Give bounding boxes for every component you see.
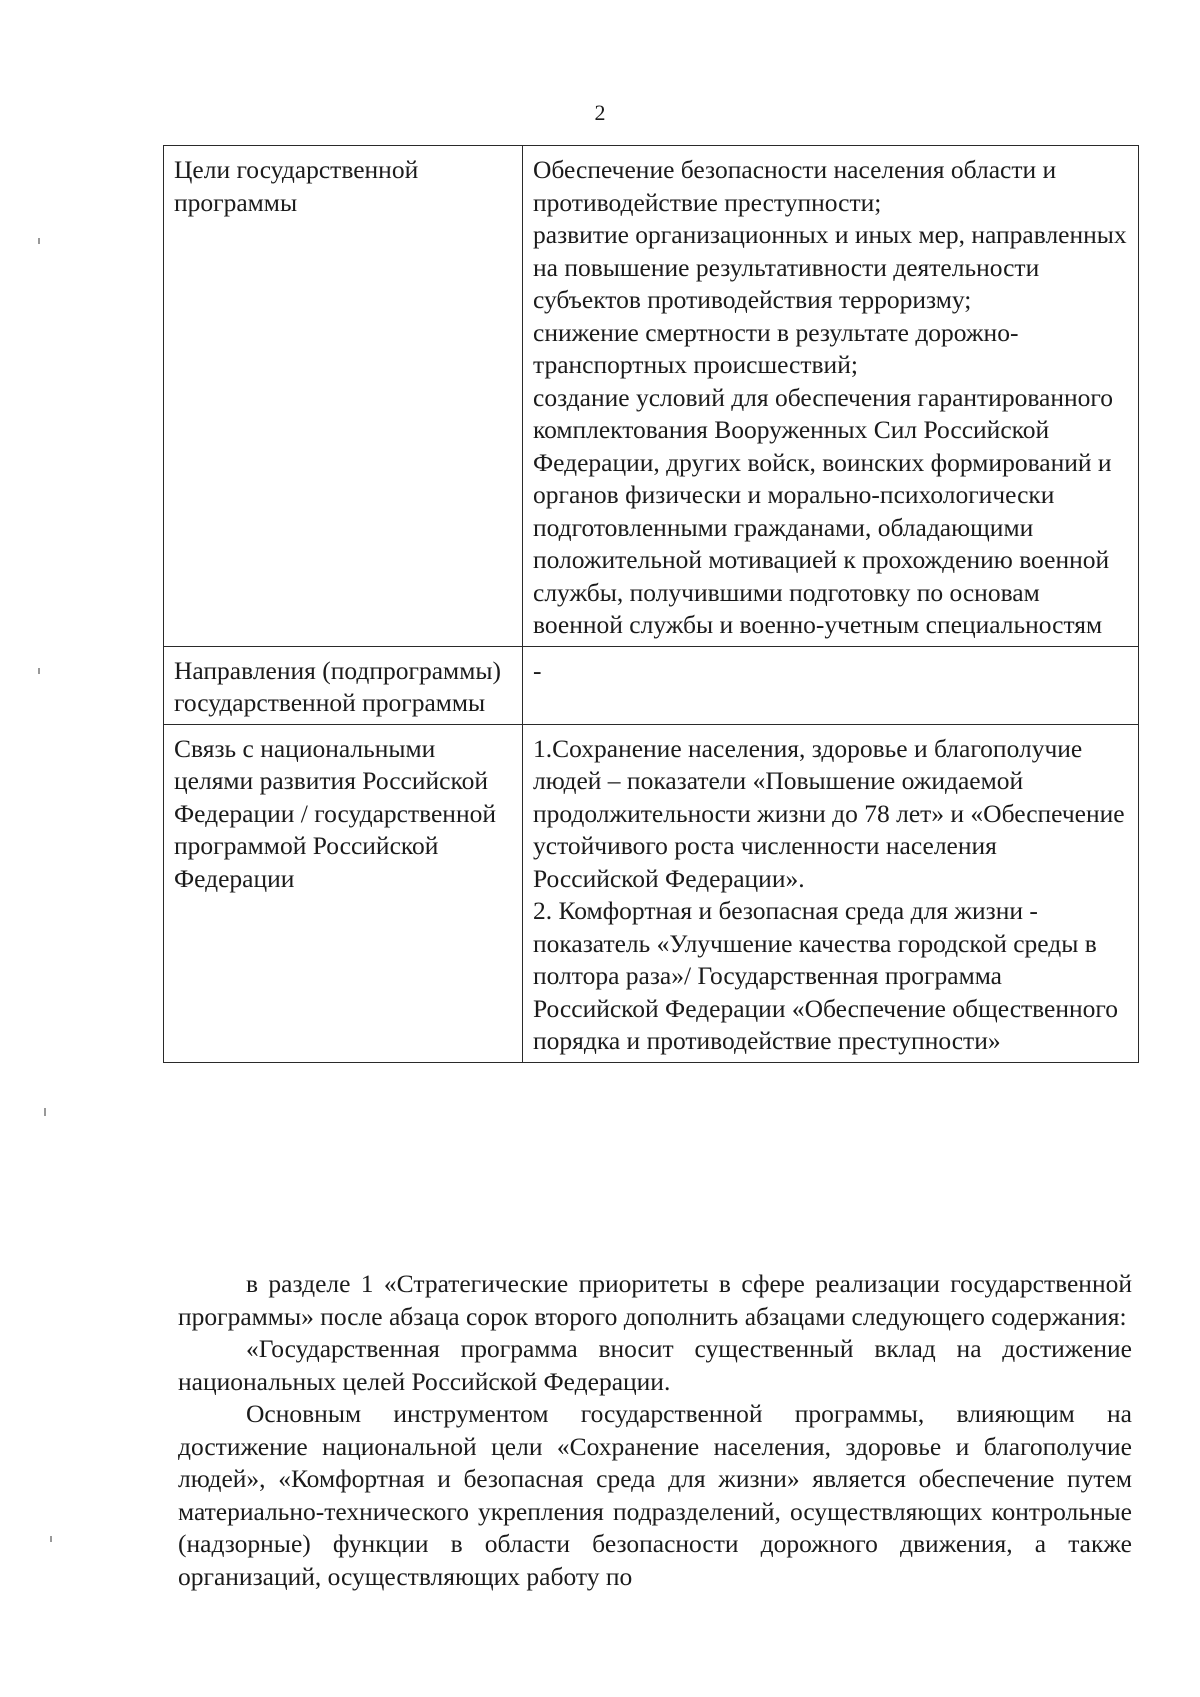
body-text — [178, 1268, 1132, 1593]
national-goals-value — [523, 724, 1139, 1062]
directions-value — [523, 646, 1139, 724]
directions-label: Направления (подпрограммы) государственной программы — [164, 646, 523, 724]
goals-value-line: создание условий для обеспечения гарантированного комплектования Вооруженных Сил Российской Федерации, других войск, воинских формирований и органов физически и морально-психологически подготовленными гражданами, обладающими положительной мотивацией к прохождению военной службы, получившими подготовку по основам военной службы и военно-учетным специальностям — [533, 382, 1113, 639]
table-row-goals — [164, 146, 1139, 647]
page-number: 2 — [594, 100, 606, 125]
scan-speck — [38, 238, 40, 244]
scan-speck — [50, 1536, 52, 1542]
national-goals-label: Связь с национальными целями развития Российской Федерации / государственной программой Российской Федерации — [164, 724, 523, 1062]
paragraph: в разделе 1 «Стратегические приоритеты в сфере реализации государственной программы» после абзаца сорок второго дополнить абзацами следующего содержания: — [178, 1269, 1132, 1331]
passport-table — [163, 145, 1139, 1063]
goals-value — [523, 146, 1139, 647]
scan-speck — [38, 668, 40, 674]
goals-value-line: снижение смертности в результате дорожно-транспортных происшествий; — [533, 317, 1019, 379]
goals-value-line: развитие организационных и иных мер, направленных на повышение результативности деятельности субъектов противодействия терроризму; — [533, 220, 1127, 314]
goals-label: Цели государственной программы — [164, 146, 523, 647]
directions-value-line: - — [533, 655, 542, 685]
goals-value-line: Обеспечение безопасности населения области и противодействие преступности; — [533, 155, 1057, 217]
paragraph: Основным инструментом государственной программы, влияющим на достижение национальной цели «Сохранение населения, здоровье и благополучие людей», «Комфортная и безопасная среда для жизни» является обеспечение путем материально-технического укрепления подразделений, осуществляющих контрольные (надзорные) функции в области безопасности дорожного движения, а также организаций, осуществляющих работу по — [178, 1399, 1132, 1591]
national-goals-value-line: 1.Сохранение населения, здоровье и благополучие людей – показатели «Повышение ожидаемой продолжительности жизни до 78 лет» и «Обеспечение устойчивого роста численности населения Российской Федерации». — [533, 733, 1125, 893]
table-row-national-goals — [164, 724, 1139, 1062]
scan-speck — [44, 1108, 46, 1116]
paragraph: «Государственная программа вносит существенный вклад на достижение национальных целей Российской Федерации. — [178, 1334, 1132, 1396]
national-goals-value-line: 2. Комфортная и безопасная среда для жизни - показатель «Улучшение качества городской среды в полтора раза»/ Государственная программа Российской Федерации «Обеспечение общественного порядка и противодействие преступности» — [533, 896, 1118, 1055]
table-row-directions — [164, 646, 1139, 724]
